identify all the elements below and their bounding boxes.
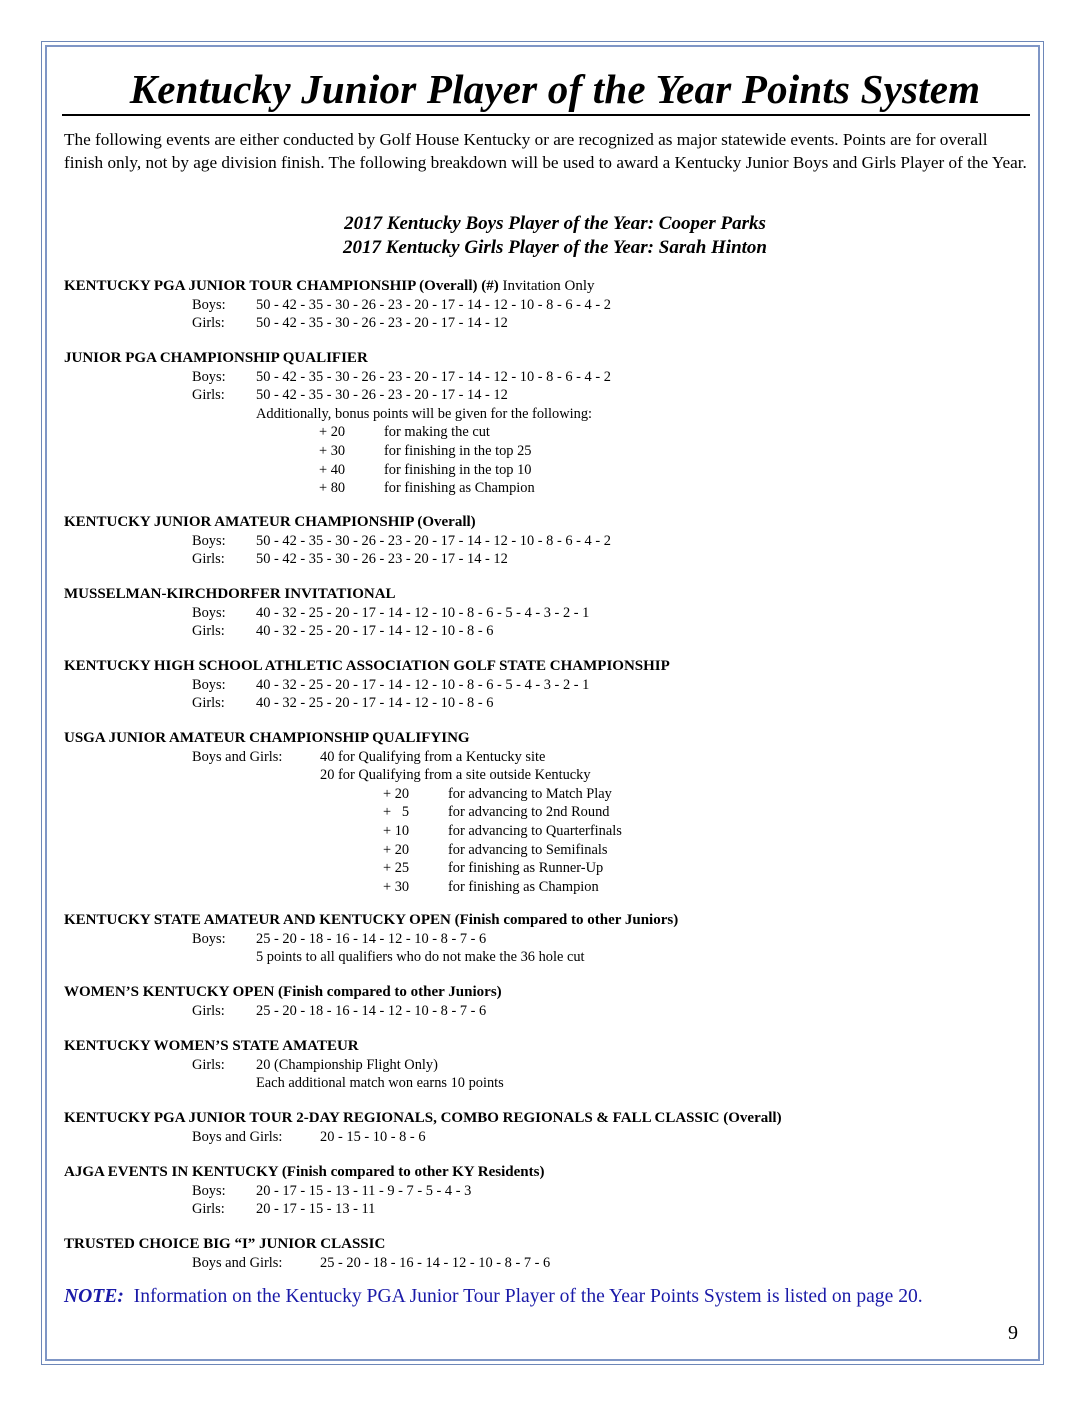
points-line [64, 405, 1054, 424]
section [64, 1235, 1054, 1272]
points-line [64, 1074, 1054, 1093]
points-values: Additionally, bonus points will be given for the following: [256, 405, 593, 422]
section-title [64, 1235, 1054, 1254]
points-label: Girls: [192, 387, 225, 404]
points-values: for advancing to Quarterfinals [448, 822, 622, 839]
points-label: Boys: [192, 296, 226, 313]
points-values: 40 for Qualifying from a Kentucky site [320, 748, 546, 765]
points-line [64, 878, 1054, 897]
points-values: 20 (Championship Flight Only) [256, 1056, 438, 1073]
points-line [64, 803, 1054, 822]
points-line [64, 785, 1054, 804]
points-label: Girls: [192, 1201, 225, 1218]
section-title [64, 585, 1054, 604]
section [64, 911, 1054, 967]
girls-player-of-year: 2017 Kentucky Girls Player of the Year: Sarah Hinton [342, 237, 767, 258]
section-title-text: TRUSTED CHOICE BIG “I” JUNIOR CLASSIC [64, 1236, 386, 1252]
section-title-text: KENTUCKY JUNIOR AMATEUR CHAMPIONSHIP (Overall) [64, 514, 476, 530]
points-values: 25 - 20 - 18 - 16 - 14 - 12 - 10 - 8 - 7 - 6 [320, 1254, 551, 1271]
points-line [64, 461, 1054, 480]
points-values: 50 - 42 - 35 - 30 - 26 - 23 - 20 - 17 - 14 - 12 - 10 - 8 - 6 - 4 - 2 [256, 532, 611, 549]
points-values: 50 - 42 - 35 - 30 - 26 - 23 - 20 - 17 - 14 - 12 - 10 - 8 - 6 - 4 - 2 [256, 296, 611, 313]
bonus-points: + 40 [319, 461, 346, 478]
section-title-note: Invitation Only [498, 278, 595, 294]
points-line [64, 423, 1054, 442]
points-label: Boys: [192, 676, 226, 693]
points-label: Girls: [192, 551, 225, 568]
points-label: Boys: [192, 930, 226, 947]
section-title [64, 513, 1054, 532]
points-values: for finishing in the top 25 [384, 442, 532, 459]
points-line [64, 694, 1054, 713]
section-title [64, 983, 1054, 1002]
points-values: for finishing as Runner-Up [448, 860, 604, 877]
bonus-points: + 10 [383, 822, 410, 839]
note-text: Information on the Kentucky PGA Junior Tour Player of the Year Points System is listed on page 20. [133, 1286, 923, 1307]
section-title [64, 657, 1054, 676]
page-number: 9 [1008, 1322, 1018, 1344]
points-values: for finishing as Champion [384, 480, 535, 497]
points-values: 25 - 20 - 18 - 16 - 14 - 12 - 10 - 8 - 7 - 6 [256, 930, 487, 947]
points-values: 50 - 42 - 35 - 30 - 26 - 23 - 20 - 17 - 14 - 12 [256, 551, 508, 568]
points-line [64, 766, 1054, 785]
section-title-text: KENTUCKY HIGH SCHOOL ATHLETIC ASSOCIATION GOLF STATE CHAMPIONSHIP [64, 658, 670, 674]
points-values: 40 - 32 - 25 - 20 - 17 - 14 - 12 - 10 - 8 - 6 [256, 695, 494, 712]
section-title [64, 1109, 1054, 1128]
points-line [64, 948, 1054, 967]
bonus-points: + 30 [319, 442, 346, 459]
points-line [64, 296, 1054, 315]
points-values: 40 - 32 - 25 - 20 - 17 - 14 - 12 - 10 - 8 - 6 - 5 - 4 - 3 - 2 - 1 [256, 604, 590, 621]
section [64, 1163, 1054, 1219]
points-line [64, 550, 1054, 569]
section-title [64, 1037, 1054, 1056]
points-line [64, 1182, 1054, 1201]
bonus-points: + 5 [383, 804, 410, 821]
bonus-points: + 30 [383, 878, 410, 895]
points-values: for finishing as Champion [448, 878, 599, 895]
title-underline [62, 114, 1030, 116]
section-title [64, 729, 1054, 748]
points-line [64, 841, 1054, 860]
points-line [64, 1056, 1054, 1075]
note [64, 1286, 923, 1308]
section [64, 513, 1054, 569]
section-title [64, 911, 1054, 930]
points-label: Girls: [192, 1056, 225, 1073]
points-label: Boys: [192, 1182, 226, 1199]
page-title: Kentucky Junior Player of the Year Points System [129, 66, 981, 112]
points-line [64, 532, 1054, 551]
section-title-text: MUSSELMAN-KIRCHDORFER INVITATIONAL [64, 586, 396, 602]
points-label: Boys: [192, 368, 226, 385]
points-values: for advancing to 2nd Round [448, 804, 610, 821]
section [64, 277, 1054, 333]
section-title-text: KENTUCKY PGA JUNIOR TOUR 2-DAY REGIONALS, COMBO REGIONALS & FALL CLASSIC (Overall) [64, 1110, 782, 1126]
boys-player-of-year: 2017 Kentucky Boys Player of the Year: Cooper Parks [344, 213, 766, 234]
points-label: Girls: [192, 315, 225, 332]
points-line [64, 930, 1054, 949]
points-values: 20 - 17 - 15 - 13 - 11 - 9 - 7 - 5 - 4 - 3 [256, 1182, 472, 1199]
intro-paragraph: The following events are either conducted by Golf House Kentucky or are recognized as major statewide events. Points are for overall finish only, not by age division finish. The following breakdown will be used to award a Kentucky Junior Boys and Girls Player of the Year. [64, 130, 1027, 172]
section-title-text: WOMEN’S KENTUCKY OPEN (Finish compared to other Juniors) [64, 984, 502, 1000]
section-title [64, 277, 1054, 296]
points-values: 50 - 42 - 35 - 30 - 26 - 23 - 20 - 17 - 14 - 12 - 10 - 8 - 6 - 4 - 2 [256, 368, 611, 385]
points-label: Girls: [192, 1002, 225, 1019]
points-values: 50 - 42 - 35 - 30 - 26 - 23 - 20 - 17 - 14 - 12 [256, 315, 508, 332]
points-label: Boys: [192, 532, 226, 549]
bonus-points: + 20 [319, 424, 346, 441]
points-line [64, 386, 1054, 405]
points-line [64, 1254, 1054, 1273]
points-line [64, 314, 1054, 333]
bonus-points: + 20 [383, 785, 410, 802]
points-label: Boys and Girls: [192, 1254, 283, 1271]
section-title-text: JUNIOR PGA CHAMPIONSHIP QUALIFIER [64, 350, 368, 366]
points-line [64, 442, 1054, 461]
points-line [64, 1128, 1054, 1147]
section [64, 657, 1054, 713]
points-line [64, 622, 1054, 641]
section [64, 1037, 1054, 1093]
points-values: for advancing to Match Play [448, 785, 612, 802]
bonus-points: + 80 [319, 480, 346, 497]
points-line [64, 748, 1054, 767]
points-values: 40 - 32 - 25 - 20 - 17 - 14 - 12 - 10 - 8 - 6 - 5 - 4 - 3 - 2 - 1 [256, 676, 590, 693]
points-line [64, 604, 1054, 623]
section-title [64, 1163, 1054, 1182]
points-values: 20 - 15 - 10 - 8 - 6 [320, 1128, 426, 1145]
points-label: Boys: [192, 604, 226, 621]
section [64, 585, 1054, 641]
points-values: for advancing to Semifinals [448, 841, 608, 858]
section [64, 349, 1054, 498]
section-title-text: AJGA EVENTS IN KENTUCKY (Finish compared to other KY Residents) [64, 1164, 545, 1180]
points-label: Boys and Girls: [192, 748, 283, 765]
section-title [64, 349, 1054, 368]
section [64, 983, 1054, 1020]
points-label: Boys and Girls: [192, 1128, 283, 1145]
points-values: for making the cut [384, 424, 490, 441]
bonus-points: + 20 [383, 841, 410, 858]
bonus-points: + 25 [383, 860, 410, 877]
section-title-text: KENTUCKY PGA JUNIOR TOUR CHAMPIONSHIP (Overall) (#) [64, 278, 499, 294]
points-line [64, 859, 1054, 878]
points-line [64, 368, 1054, 387]
section-title-text: KENTUCKY WOMEN’S STATE AMATEUR [64, 1038, 359, 1054]
points-values: 20 for Qualifying from a site outside Kentucky [320, 767, 591, 784]
section [64, 1109, 1054, 1146]
points-values: 5 points to all qualifiers who do not make the 36 hole cut [256, 949, 585, 966]
section-title-text: USGA JUNIOR AMATEUR CHAMPIONSHIP QUALIFYING [64, 730, 470, 746]
points-line [64, 479, 1054, 498]
points-values: Each additional match won earns 10 points [256, 1075, 504, 1092]
note-label: NOTE: [64, 1286, 124, 1307]
points-line [64, 1002, 1054, 1021]
points-line [64, 676, 1054, 695]
section [64, 729, 1054, 896]
points-values: 25 - 20 - 18 - 16 - 14 - 12 - 10 - 8 - 7 - 6 [256, 1002, 487, 1019]
points-label: Girls: [192, 695, 225, 712]
points-line [64, 822, 1054, 841]
section-title-text: KENTUCKY STATE AMATEUR AND KENTUCKY OPEN (Finish compared to other Juniors) [64, 912, 679, 928]
points-values: for finishing in the top 10 [384, 461, 532, 478]
points-line [64, 1200, 1054, 1219]
points-values: 50 - 42 - 35 - 30 - 26 - 23 - 20 - 17 - 14 - 12 [256, 387, 508, 404]
points-label: Girls: [192, 623, 225, 640]
points-values: 40 - 32 - 25 - 20 - 17 - 14 - 12 - 10 - 8 - 6 [256, 623, 494, 640]
points-values: 20 - 17 - 15 - 13 - 11 [256, 1201, 376, 1218]
